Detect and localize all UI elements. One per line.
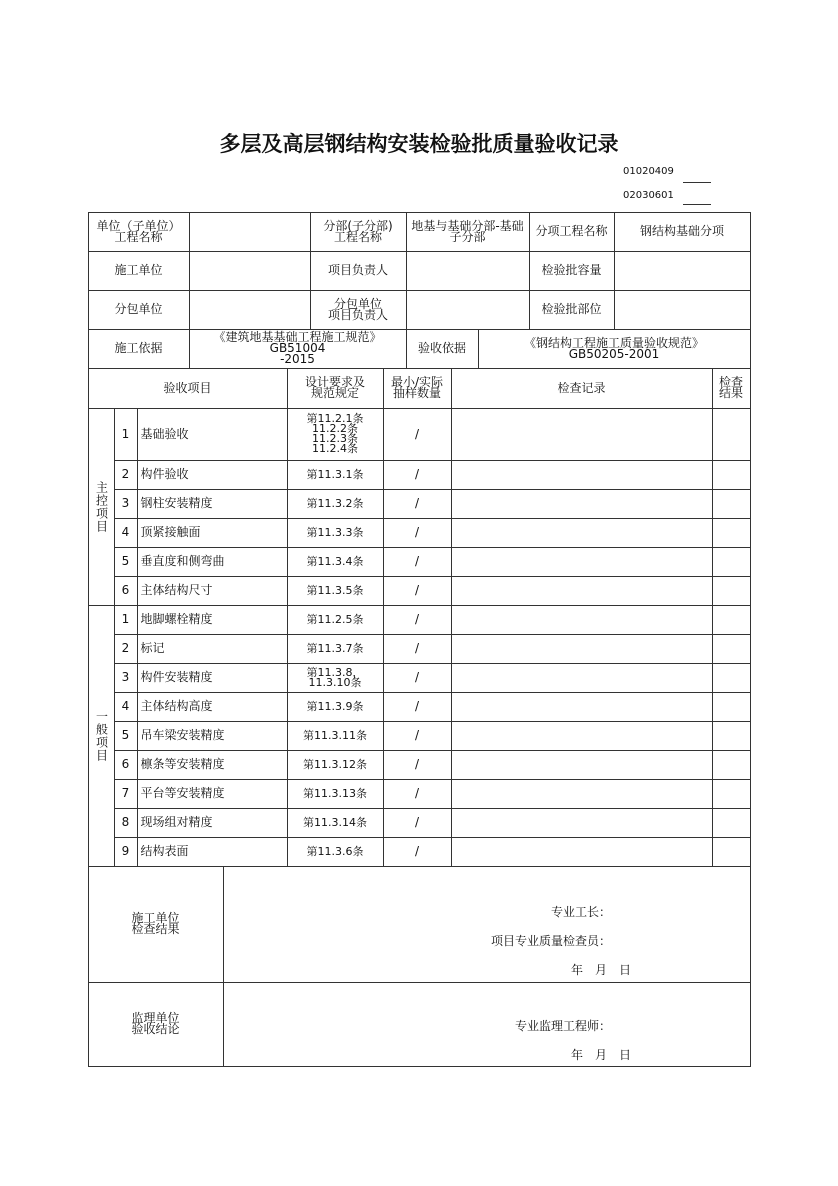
item-requirement: 第11.2.1条 11.2.2条 11.2.3条 11.2.4条 [287, 408, 384, 461]
supervisor-field[interactable] [223, 982, 751, 1067]
item-requirement: 第11.3.1条 [287, 460, 384, 490]
acceptance-field[interactable]: 《钢结构工程施工质量验收规范》 GB50205-2001 [478, 329, 751, 369]
sub-pm-field[interactable] [406, 290, 530, 330]
group-label-text: 一般项目 [94, 709, 109, 762]
item-number: 6 [114, 576, 138, 606]
item-result[interactable] [712, 576, 751, 606]
item-number: 2 [114, 460, 138, 490]
item-requirement: 第11.3.3条 [287, 518, 384, 548]
item-name: 结构表面 [137, 837, 288, 867]
item-sample[interactable]: / [383, 408, 452, 461]
item-name: 主体结构高度 [137, 692, 288, 722]
location-field[interactable] [614, 290, 751, 330]
item-requirement: 第11.3.7条 [287, 634, 384, 664]
item-requirement: 第11.3.13条 [287, 779, 384, 809]
item-number: 5 [114, 721, 138, 751]
item-result[interactable] [712, 460, 751, 490]
item-record[interactable] [451, 408, 713, 461]
subcontractor-field[interactable] [189, 290, 311, 330]
item-result[interactable] [712, 779, 751, 809]
item-name: 顶紧接触面 [137, 518, 288, 548]
item-sample[interactable]: / [383, 808, 452, 838]
item-record[interactable] [451, 518, 713, 548]
item-requirement: 第11.2.5条 [287, 605, 384, 635]
item-name-field[interactable]: 钢结构基础分项 [614, 212, 751, 252]
item-record[interactable] [451, 721, 713, 751]
sub-name-label: 分部(子分部) 工程名称 [310, 212, 407, 252]
item-name: 主体结构尺寸 [137, 576, 288, 606]
item-result[interactable] [712, 692, 751, 722]
item-record[interactable] [451, 750, 713, 780]
item-record[interactable] [451, 837, 713, 867]
item-requirement: 第11.3.9条 [287, 692, 384, 722]
item-requirement: 第11.3.14条 [287, 808, 384, 838]
item-sample[interactable]: / [383, 721, 452, 751]
item-record[interactable] [451, 460, 713, 490]
pm-label: 项目负责人 [310, 251, 407, 291]
item-requirement: 第11.3.8， 11.3.10条 [287, 663, 384, 693]
item-name: 吊车梁安装精度 [137, 721, 288, 751]
pm-field[interactable] [406, 251, 530, 291]
item-name: 构件安装精度 [137, 663, 288, 693]
item-sample[interactable]: / [383, 605, 452, 635]
item-result[interactable] [712, 837, 751, 867]
item-sample[interactable]: / [383, 779, 452, 809]
col-requirement: 设计要求及 规范规定 [287, 368, 384, 409]
item-number: 3 [114, 663, 138, 693]
item-number: 1 [114, 605, 138, 635]
item-record[interactable] [451, 779, 713, 809]
item-requirement: 第11.3.11条 [287, 721, 384, 751]
item-number: 7 [114, 779, 138, 809]
item-result[interactable] [712, 518, 751, 548]
item-requirement: 第11.3.4条 [287, 547, 384, 577]
item-sample[interactable]: / [383, 663, 452, 693]
item-record[interactable] [451, 634, 713, 664]
item-sample[interactable]: / [383, 750, 452, 780]
location-label: 检验批部位 [529, 290, 615, 330]
col-sample: 最小/实际 抽样数量 [383, 368, 452, 409]
item-number: 3 [114, 489, 138, 519]
unit-name-field[interactable] [189, 212, 311, 252]
item-record[interactable] [451, 605, 713, 635]
subcontractor-label: 分包单位 [88, 290, 190, 330]
sub-pm-label: 分包单位 项目负责人 [310, 290, 407, 330]
item-result[interactable] [712, 750, 751, 780]
item-number: 6 [114, 750, 138, 780]
item-sample[interactable]: / [383, 460, 452, 490]
foreman-label: 专业工长： [551, 905, 612, 919]
col-item: 验收项目 [88, 368, 288, 409]
item-sample[interactable]: / [383, 837, 452, 867]
item-number: 4 [114, 692, 138, 722]
code-1-line [683, 182, 711, 183]
item-result[interactable] [712, 489, 751, 519]
item-name-label: 分项工程名称 [529, 212, 615, 252]
item-sample[interactable]: / [383, 547, 452, 577]
item-number: 9 [114, 837, 138, 867]
basis-field[interactable]: 《建筑地基基础工程施工规范》GB51004 -2015 [189, 329, 407, 369]
item-record[interactable] [451, 808, 713, 838]
item-sample[interactable]: / [383, 692, 452, 722]
item-record[interactable] [451, 489, 713, 519]
item-requirement: 第11.3.12条 [287, 750, 384, 780]
constructor-result-label: 施工单位 检查结果 [88, 866, 224, 983]
item-name: 基础验收 [137, 408, 288, 461]
item-result[interactable] [712, 663, 751, 693]
acceptance-label: 验收依据 [406, 329, 479, 369]
page-title: 多层及高层钢结构安装检验批质量验收记录 [219, 132, 619, 156]
code-1: 01020409 [623, 166, 674, 177]
col-record: 检查记录 [451, 368, 713, 409]
group-label-text: 主控项目 [94, 480, 109, 533]
item-sample[interactable]: / [383, 634, 452, 664]
item-number: 5 [114, 547, 138, 577]
sub-name-field[interactable]: 地基与基础分部-基础 子分部 [406, 212, 530, 252]
unit-name-label: 单位（子单位） 工程名称 [88, 212, 190, 252]
date-2: 年 月 日 [571, 1048, 632, 1062]
constructor-field[interactable] [189, 251, 311, 291]
item-number: 8 [114, 808, 138, 838]
item-result[interactable] [712, 408, 751, 461]
capacity-label: 检验批容量 [529, 251, 615, 291]
capacity-field[interactable] [614, 251, 751, 291]
item-number: 4 [114, 518, 138, 548]
item-name: 现场组对精度 [137, 808, 288, 838]
item-name: 平台等安装精度 [137, 779, 288, 809]
item-result[interactable] [712, 721, 751, 751]
item-requirement: 第11.3.6条 [287, 837, 384, 867]
code-2-line [683, 204, 711, 205]
item-record[interactable] [451, 663, 713, 693]
item-number: 2 [114, 634, 138, 664]
item-requirement: 第11.3.2条 [287, 489, 384, 519]
item-number: 1 [114, 408, 138, 461]
qc-label: 项目专业质量检查员： [491, 934, 612, 948]
engineer-label: 专业监理工程师： [515, 1019, 612, 1033]
item-requirement: 第11.3.5条 [287, 576, 384, 606]
item-name: 檩条等安装精度 [137, 750, 288, 780]
item-result[interactable] [712, 605, 751, 635]
constructor-result-field[interactable] [223, 866, 751, 983]
item-record[interactable] [451, 547, 713, 577]
supervisor-label: 监理单位 验收结论 [88, 982, 224, 1067]
item-record[interactable] [451, 576, 713, 606]
group-label-main [88, 408, 115, 606]
item-result[interactable] [712, 808, 751, 838]
item-sample[interactable]: / [383, 489, 452, 519]
constructor-label: 施工单位 [88, 251, 190, 291]
code-2: 02030601 [623, 190, 674, 201]
item-sample[interactable]: / [383, 576, 452, 606]
item-result[interactable] [712, 547, 751, 577]
item-result[interactable] [712, 634, 751, 664]
item-sample[interactable]: / [383, 518, 452, 548]
item-name: 垂直度和侧弯曲 [137, 547, 288, 577]
basis-label: 施工依据 [88, 329, 190, 369]
item-name: 地脚螺栓精度 [137, 605, 288, 635]
item-name: 钢柱安装精度 [137, 489, 288, 519]
item-record[interactable] [451, 692, 713, 722]
group-label-general [88, 605, 115, 867]
item-name: 构件验收 [137, 460, 288, 490]
date-1: 年 月 日 [571, 963, 632, 977]
item-name: 标记 [137, 634, 288, 664]
col-result: 检查 结果 [712, 368, 751, 409]
